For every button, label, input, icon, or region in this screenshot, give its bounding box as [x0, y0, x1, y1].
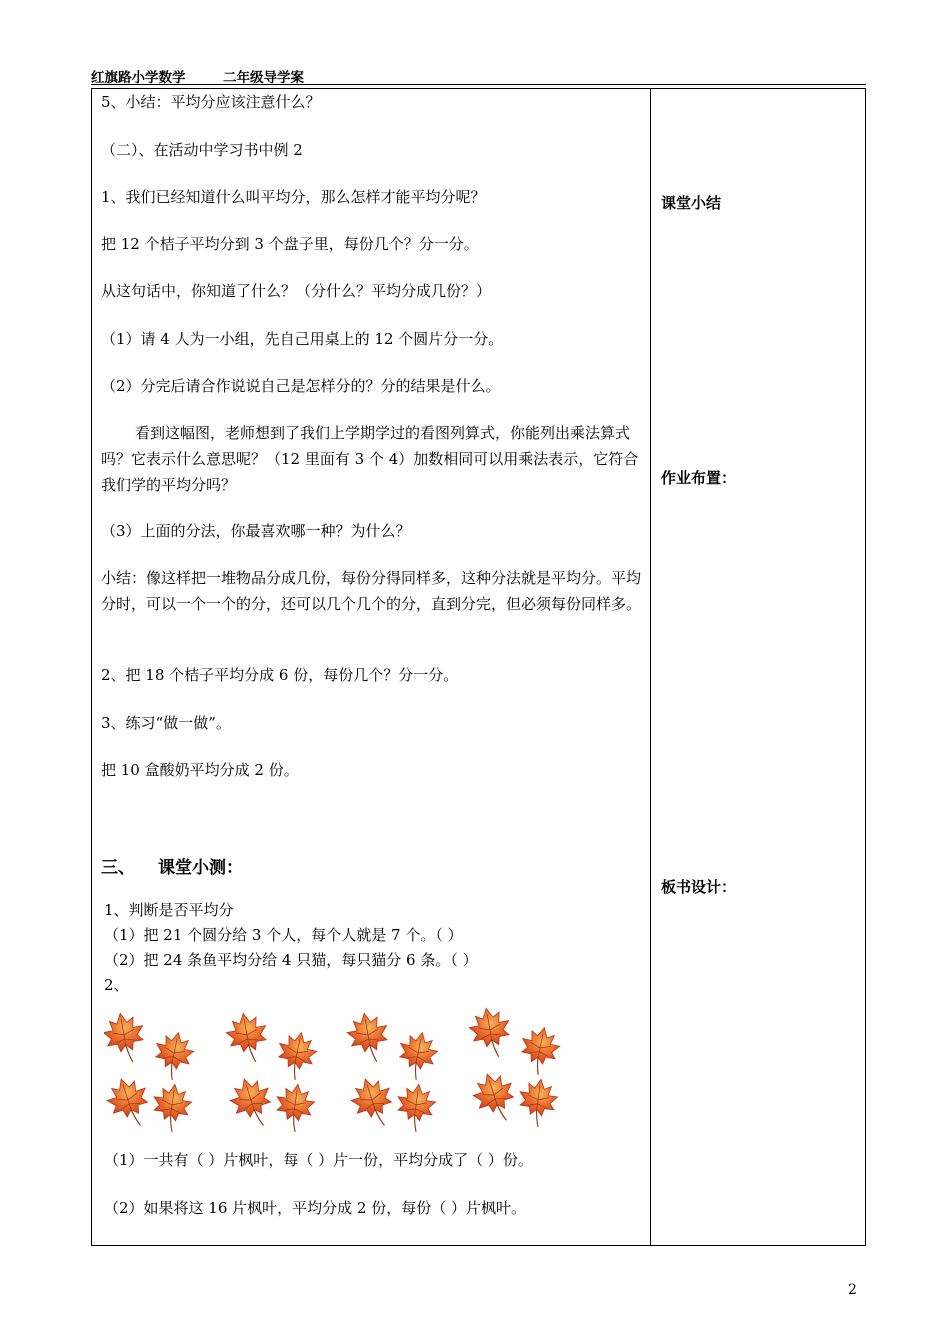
section-example-2: （二）、在活动中学习书中例 2 — [101, 141, 303, 159]
school-name: 红旗路小学数学 — [91, 70, 186, 86]
quiz-q2: 2、 — [104, 976, 129, 994]
task-yogurt: 把 10 盒酸奶平均分成 2 份。 — [101, 761, 299, 779]
question-how-to-divide: 1、我们已经知道什么叫平均分，那么怎样才能平均分呢？ — [101, 188, 486, 206]
column-divider — [650, 88, 651, 1246]
quiz-q1b: （2）把 24 条鱼平均分给 4 只猫，每只猫分 6 条。（ ） — [104, 951, 478, 969]
quiz-section-title: 课堂小测： — [158, 858, 243, 878]
page-number: 2 — [848, 1282, 857, 1298]
task-18-oranges: 2、把 18 个桔子平均分成 6 份，每份几个？分一分。 — [101, 666, 459, 684]
side-board-design: 板书设计： — [661, 878, 737, 896]
quiz-q1a: （1）把 21 个圆分给 3 个人，每个人就是 7 个。（ ） — [104, 926, 463, 944]
quiz-q2b: （2）如果将这 16 片枫叶，平均分成 2 份，每份（ ）片枫叶。 — [104, 1199, 527, 1217]
page-header — [91, 66, 863, 84]
summary-paragraph: 小结：像这样把一堆物品分成几份，每份分得同样多，这种分法就是平均分。平均分时，可以一个一个的分，还可以几个几个的分，直到分完，但必须每份同样多。 — [101, 569, 642, 613]
quiz-section-number: 三、 — [101, 858, 135, 878]
quiz-q2a: （1）一共有（ ）片枫叶，每（ ）片一份，平均分成了（ ）份。 — [104, 1151, 533, 1169]
quiz-q1: 1、判断是否平均分 — [104, 901, 234, 919]
leaf-group-4 — [466, 1005, 562, 1129]
side-homework: 作业布置： — [661, 469, 737, 487]
grade-title: 二年级导学案 — [223, 70, 304, 86]
maple-leaves-image — [104, 1005, 574, 1135]
task-12-oranges: 把 12 个桔子平均分到 3 个盘子里，每份几个？分一分。 — [101, 235, 479, 253]
leaf-group-2 — [223, 1010, 319, 1134]
side-class-summary: 课堂小结 — [661, 194, 722, 212]
leaf-group-1 — [104, 1010, 197, 1134]
header-rule — [91, 84, 866, 85]
leaf-group-3 — [344, 1010, 440, 1134]
question-favorite-method: （3）上面的分法，你最喜欢哪一种？为什么？ — [101, 522, 411, 540]
step-discuss: （2）分完后请合作说说自己是怎样分的？分的结果是什么。 — [101, 377, 501, 395]
step-group-divide: （1）请 4 人为一小组，先自己用桌上的 12 个圆片分一分。 — [101, 330, 504, 348]
practice-label: 3、练习“做一做”。 — [101, 714, 231, 732]
paragraph-multiplication: 看到这幅图，老师想到了我们上学期学过的看图列算式，你能列出乘法算式吗？它表示什么意思呢？（12 里面有 3 个 4）加数相同可以用乘法表示，它符合我们学的平均分吗？ — [101, 424, 639, 494]
summary-question: 5、小结：平均分应该注意什么？ — [101, 93, 321, 111]
question-what-known: 从这句话中，你知道了什么？（分什么？平均分成几份？） — [101, 282, 492, 300]
